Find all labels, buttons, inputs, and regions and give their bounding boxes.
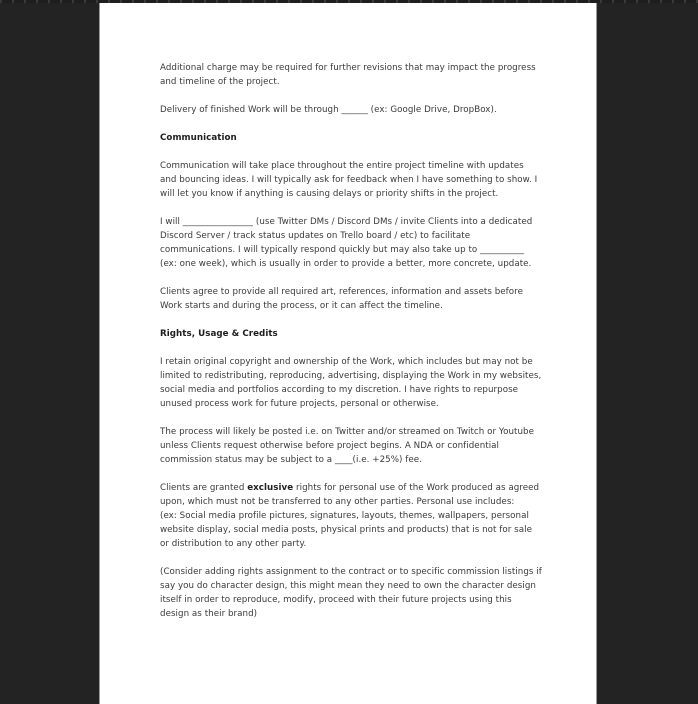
communication-heading: Communication (160, 133, 237, 143)
rights-3-suffix: rights for personal use of the Work produced as agreed upon, which must not be transferred to any other parties. Personal use includes: (160, 483, 540, 507)
rights-paragraph-3 (160, 481, 542, 551)
rights-3-prefix: Clients are granted (160, 483, 248, 493)
rights-heading: Rights, Usage & Credits (160, 329, 278, 339)
revisions-paragraph: Additional charge may be required for further revisions that may impact the progress and timeline of the project. (160, 63, 536, 87)
communication-paragraph-3: Clients agree to provide all required art, references, information and assets before Work starts and during the process, or it can affect the timeline. (160, 287, 523, 311)
communication-paragraph-1: Communication will take place throughout the entire project timeline with updates and bouncing ideas. I will typically ask for feedback when I have something to show. I will let you know if anything is causing delays or priority shifts in the project. (160, 161, 538, 199)
page-content (160, 61, 542, 635)
rights-paragraph-4: (Consider adding rights assignment to the contract or to specific commission listings if say you do character design, this might mean they need to own the character design itself in order to reproduce, modify, proceed with their future projects using this design as their brand) (160, 567, 542, 619)
rights-3-examples: (ex: Social media profile pictures, signatures, layouts, themes, wallpapers, personal website display, social media posts, physical prints and products) that is not for sale or distribution to any other party. (160, 511, 532, 549)
document-page (99, 3, 597, 704)
communication-paragraph-2: I will ________________ (use Twitter DMs / Discord DMs / invite Clients into a dedicated Discord Server / track status updates on Trello board / etc) to facilitate communications. I will typically respond quickly but may also take up to __________ (ex: one week), which is usually in order to provide a better, more concrete, update. (160, 217, 533, 269)
rights-paragraph-2: The process will likely be posted i.e. on Twitter and/or streamed on Twitch or Youtube unless Clients request otherwise before project begins. A NDA or confidential commission status may be subject to a ____(i.e. +25%) fee. (160, 427, 534, 465)
rights-paragraph-1: I retain original copyright and ownership of the Work, which includes but may not be limited to redistributing, reproducing, advertising, displaying the Work in my websites, social media and portfolios according to my discretion. I have rights to repurpose unused process work for future projects, personal or otherwise. (160, 357, 542, 409)
delivery-paragraph: Delivery of finished Work will be through ______ (ex: Google Drive, DropBox). (160, 105, 497, 115)
exclusive-emphasis: exclusive (247, 483, 294, 493)
